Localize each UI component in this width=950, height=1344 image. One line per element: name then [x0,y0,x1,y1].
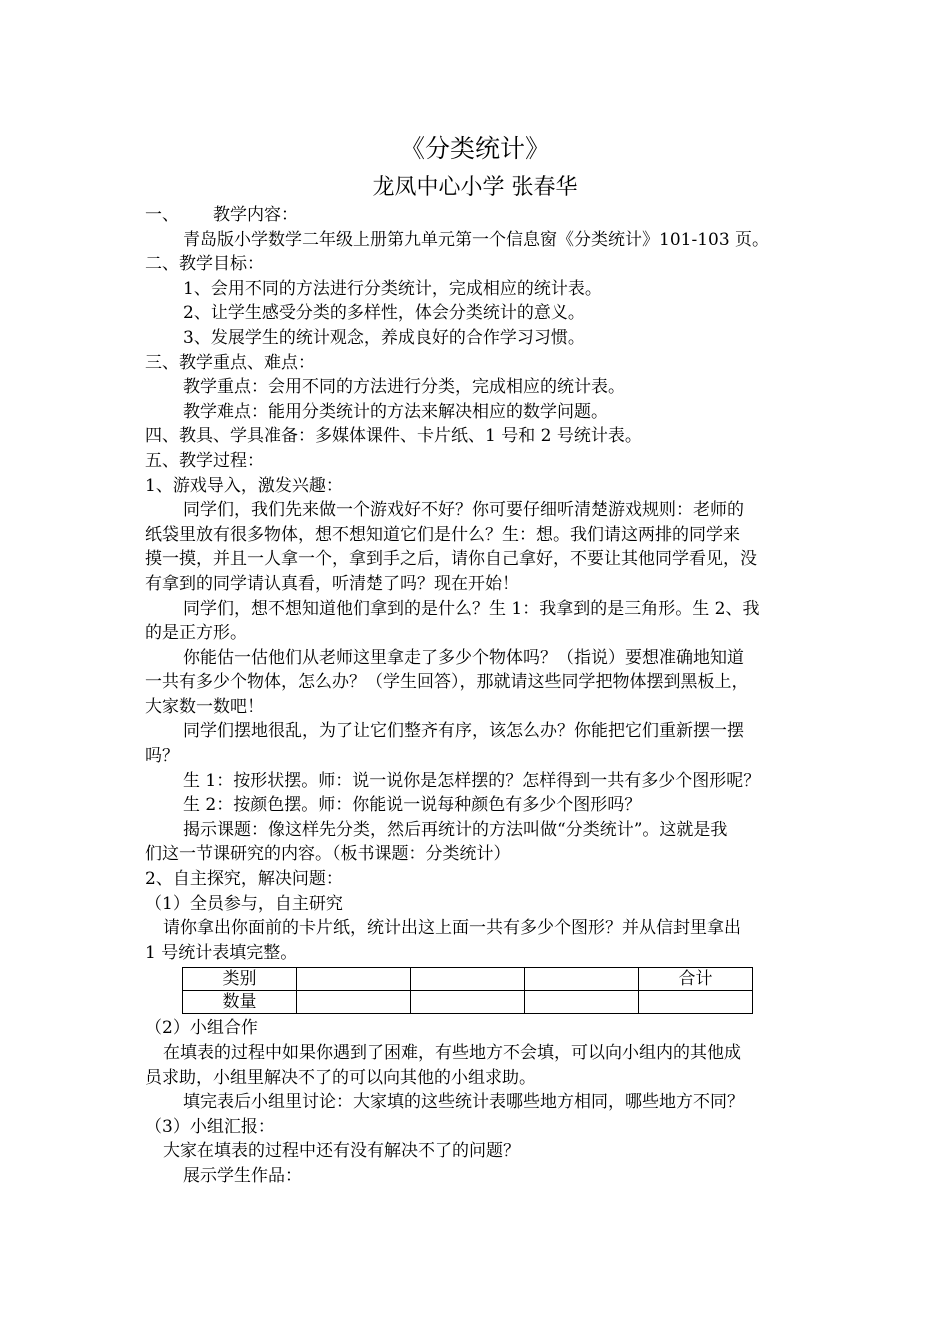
paragraph: 教学重点：会用不同的方法进行分类，完成相应的统计表。 [183,377,625,398]
step-heading: 1、游戏导入，激发兴趣： [145,475,343,496]
paragraph-line: 纸袋里放有很多物体，想不想知道它们是什么？生：想。我们请这两排的同学来 [145,524,740,545]
sub-heading: （3）小组汇报： [145,1116,275,1137]
section-heading-goals: 二、教学目标： [145,254,264,275]
table-cell-category: 类别 [183,968,297,991]
table-cell [639,991,753,1014]
document-body [145,203,810,1189]
paragraph-line: 生 1：按形状摆。师：说一说你是怎样摆的？怎样得到一共有多少个图形呢？ [183,770,761,791]
paragraph-line: 摸一摸，并且一人拿一个，拿到手之后，请你自己拿好，不要让其他同学看见，没 [145,549,757,570]
paragraph-line: 在填表的过程中如果你遇到了困难，有些地方不会填，可以向小组内的其他成 [163,1043,741,1063]
table-cell [411,991,525,1014]
paragraph-line: 们这一节课研究的内容。（板书课题：分类统计） [145,844,511,865]
paragraph-line: 吗？ [145,746,179,767]
list-item: 2、让学生感受分类的多样性，体会分类统计的意义。 [183,303,585,324]
document-title: 《分类统计》 [399,134,550,163]
paragraph: 青岛版小学数学二年级上册第九单元第一个信息窗《分类统计》101-103 页。 [183,229,770,250]
paragraph-line: 有拿到的同学请认真看，听清楚了吗？现在开始！ [145,573,519,594]
section-number: 一、 [145,205,179,225]
section-heading-content [145,203,810,228]
paragraph-line: 展示学生作品： [183,1165,302,1186]
sub-heading: （1）全员参与，自主研究 [145,893,343,914]
paragraph-line: 大家在填表的过程中还有没有解决不了的问题？ [163,1141,520,1162]
paragraph-line: 填完表后小组里讨论：大家填的这些统计表哪些地方相同，哪些地方不同？ [183,1092,744,1113]
paragraph-line: 你能估一估他们从老师这里拿走了多少个物体吗？（指说）要想准确地知道 [183,647,744,668]
table-cell [411,968,525,991]
paragraph-line: 一共有多少个物体，怎么办？（学生回答），那就请这些同学把物体摆到黑板上， [145,672,749,693]
section-title: 教学内容： [213,205,298,225]
section-heading-materials: 四、教具、学具准备：多媒体课件、卡片纸、1 号和 2 号统计表。 [145,426,642,447]
paragraph-line: 的是正方形。 [145,623,247,644]
paragraph-line: 揭示课题：像这样先分类，然后再统计的方法叫做“分类统计”。这就是我 [183,819,728,840]
paragraph-line: 同学们摆地很乱，为了让它们整齐有序，该怎么办？你能把它们重新摆一摆 [183,721,744,742]
author-line: 龙凤中心小学 张春华 [372,175,578,200]
paragraph-line: 1 号统计表填完整。 [145,942,298,963]
table-cell [525,968,639,991]
list-item: 3、发展学生的统计观念，养成良好的合作学习习惯。 [183,327,585,348]
table-cell [525,991,639,1014]
step-heading: 2、自主探究，解决问题： [145,869,343,890]
sub-heading: （2）小组合作 [145,1018,258,1039]
list-item: 1、会用不同的方法进行分类统计，完成相应的统计表。 [183,278,602,299]
statistics-table [182,967,753,1014]
table-cell-quantity: 数量 [183,991,297,1014]
table-cell [297,991,411,1014]
paragraph-line: 员求助，小组里解决不了的可以向其他的小组求助。 [145,1067,536,1088]
table-cell [297,968,411,991]
section-heading-process: 五、教学过程： [145,450,264,471]
table-row [183,968,753,991]
paragraph-line: 同学们，我们先来做一个游戏好不好？你可要仔细听清楚游戏规则：老师的 [183,500,744,521]
paragraph: 教学难点：能用分类统计的方法来解决相应的数学问题。 [183,401,608,422]
section-heading-focus: 三、教学重点、难点： [145,352,315,373]
paragraph-line: 同学们，想不想知道他们拿到的是什么？生 1：我拿到的是三角形。生 2、我 [183,598,760,619]
paragraph-line: 请你拿出你面前的卡片纸，统计出这上面一共有多少个图形？并从信封里拿出 [163,918,741,939]
paragraph-line: 生 2：按颜色摆。师：你能说一说每种颜色有多少个图形吗？ [183,795,642,816]
table-cell-total: 合计 [639,968,753,991]
paragraph-line: 大家数一数吧！ [145,696,264,717]
table-row [183,991,753,1014]
